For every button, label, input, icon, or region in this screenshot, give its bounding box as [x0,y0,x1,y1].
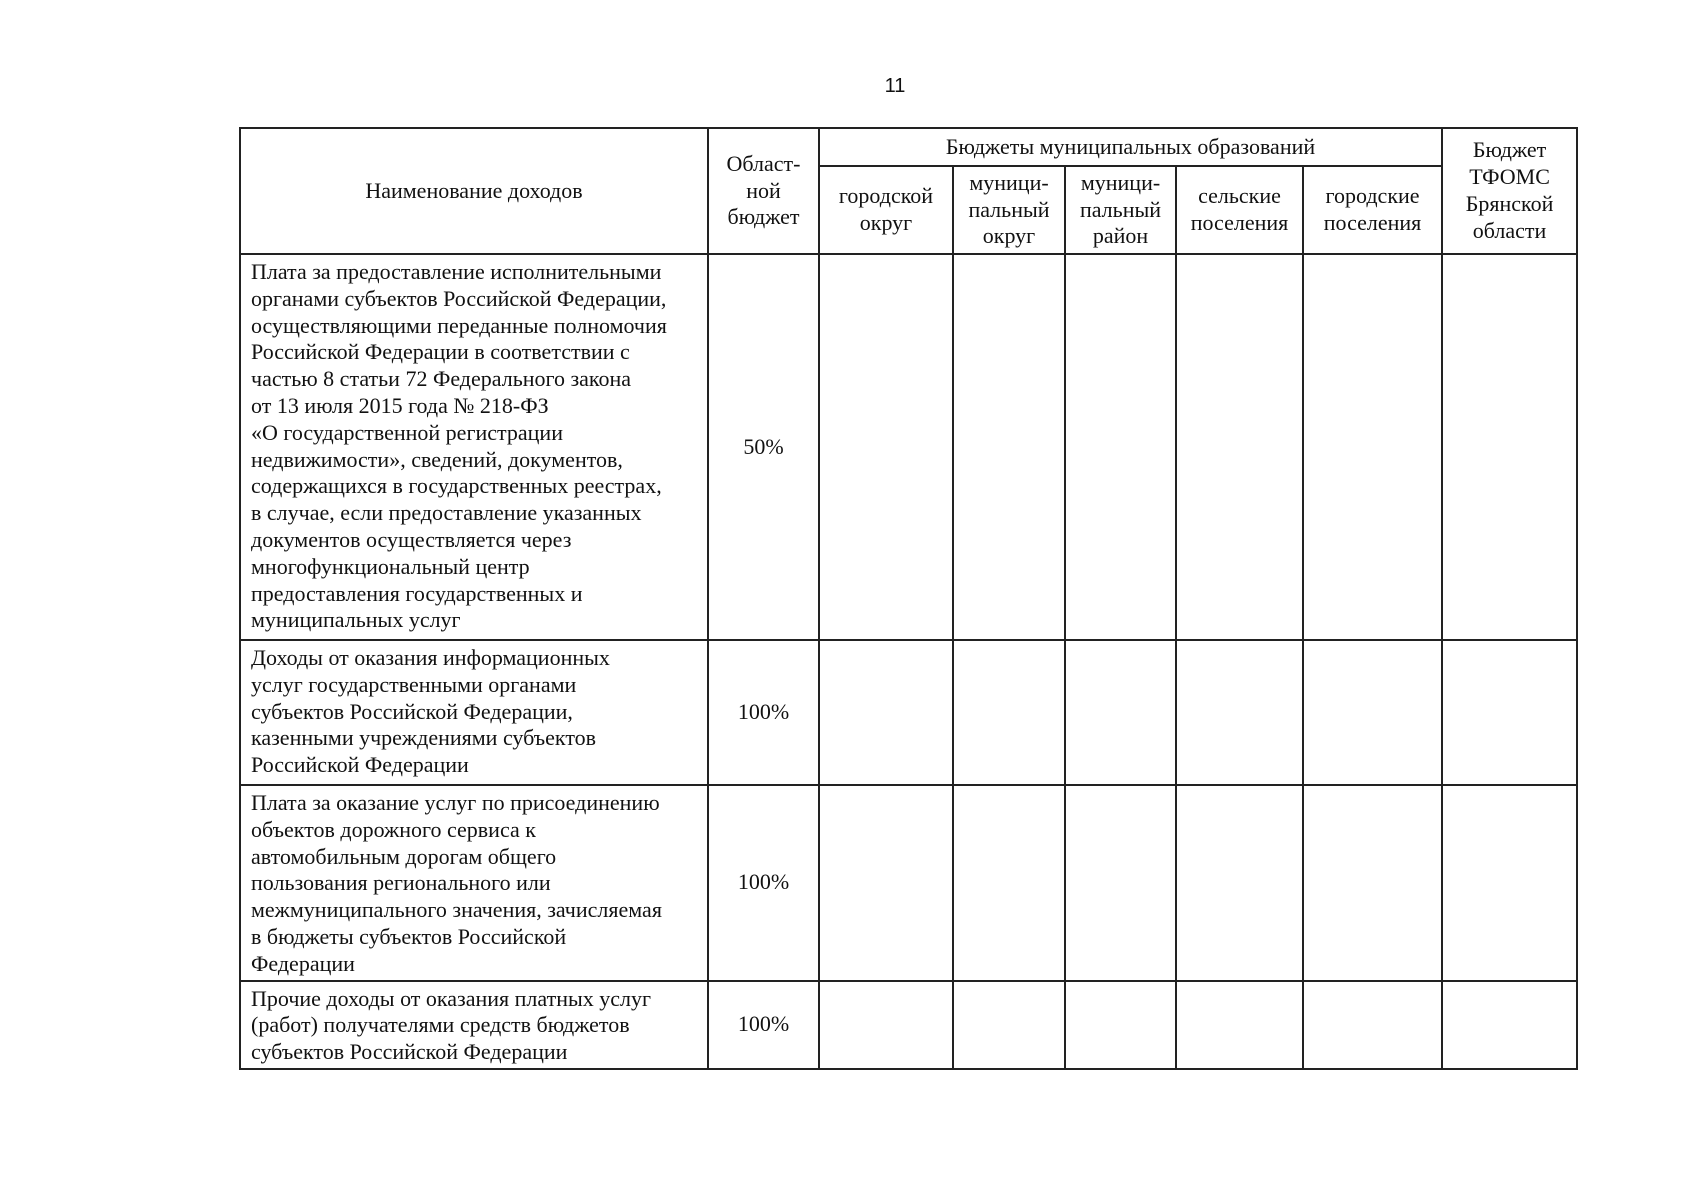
empty-cell [1065,640,1176,785]
empty-cell [953,254,1065,640]
text-line: частью 8 статьи 72 Федерального закона [251,366,632,392]
header-line: пальный [1079,196,1162,222]
regional-budget-share: 100% [708,640,819,785]
column-header-urban-settlements [1303,166,1442,254]
header-line: округ [859,210,913,235]
column-header-urban-district [819,166,953,254]
column-header-rural-settlements [1176,166,1303,254]
text-line: муниципальных услуг [251,607,461,633]
empty-cell [1065,785,1176,981]
text-line: Плата за оказание услуг по присоединению [251,790,660,815]
empty-cell [1442,785,1577,981]
text-line: Доходы от оказания информационных [251,645,610,670]
header-line: поселения [1323,210,1422,235]
table-row [240,785,1577,981]
header-line: ной [746,177,781,203]
header-line: ТФОМС [1469,164,1550,190]
empty-cell [953,981,1065,1069]
empty-cell [1176,254,1303,640]
empty-cell [1303,785,1442,981]
empty-cell [1442,254,1577,640]
text-line: субъектов Российской Федерации, [251,698,573,724]
column-group-municipal-budgets-label: Бюджеты муниципальных образований [945,133,1316,159]
revenue-distribution-table [239,127,1578,1070]
header-line: район [1092,223,1149,249]
header-line: бюджет [727,204,800,230]
empty-cell [1176,640,1303,785]
header-line: сельские [1198,183,1281,209]
text-line: объектов дорожного сервиса к [251,816,536,842]
regional-budget-share: 100% [708,981,819,1069]
header-line: Област- [726,150,801,176]
text-line: многофункциональный центр [251,553,530,579]
text-line: казенными учреждениями субъектов [251,725,597,751]
text-line: пользования регионального или [251,870,551,896]
header-line: городской [838,183,934,209]
page-number: 11 [884,75,906,97]
header-line: муници- [1080,169,1161,195]
text-line: содержащихся в государственных реестрах, [251,473,662,499]
text-line: Российской Федерации [251,752,469,778]
column-group-municipal-budgets [819,128,1442,166]
text-line: межмуниципального значения, зачисляемая [251,897,662,923]
text-line: Федерации [251,950,355,976]
empty-cell [1442,981,1577,1069]
text-line: документов осуществляется через [251,526,572,552]
text-line: автомобильным дорогам общего [251,843,557,869]
empty-cell [1176,785,1303,981]
revenue-name-cell [240,640,708,785]
text-line: «О государственной регистрации [251,419,563,445]
empty-cell [819,254,953,640]
text-line: осуществляющими переданные полномочия [251,312,667,338]
empty-cell [1303,254,1442,640]
text-line: в случае, если предоставление указанных [251,500,642,526]
empty-cell [1303,981,1442,1069]
empty-cell [953,640,1065,785]
empty-cell [1065,981,1176,1069]
text-line: субъектов Российской Федерации [251,1039,568,1065]
empty-cell [1303,640,1442,785]
column-header-municipal-district [953,166,1065,254]
empty-cell [819,981,953,1069]
revenue-name-cell [240,254,708,640]
revenue-name-cell [240,981,708,1069]
text-line: недвижимости», сведений, документов, [251,446,623,472]
header-line: поселения [1190,210,1289,235]
empty-cell [819,785,953,981]
empty-cell [953,785,1065,981]
text-line: от 13 июля 2015 года № 218-ФЗ [251,392,549,418]
header-line: пальный [968,196,1050,222]
text-line: Прочие доходы от оказания платных услуг [251,985,652,1011]
column-header-regional-budget [708,128,819,254]
table-row [240,640,1577,785]
revenue-name-cell [240,785,708,981]
text-line: Российской Федерации в соответствии с [251,339,630,365]
text-line: предоставления государственных и [251,580,583,606]
header-line: городские [1325,183,1420,209]
column-header-municipal-area [1065,166,1176,254]
column-header-tfoms-budget [1442,128,1577,254]
text-line: органами субъектов Российской Федерации, [251,285,667,311]
text-line: услуг государственными органами [251,671,577,697]
text-line: в бюджеты субъектов Российской [251,923,567,949]
empty-cell [819,640,953,785]
header-line: Бюджет [1472,137,1547,163]
table-row [240,254,1577,640]
table-row [240,981,1577,1069]
header-line: муници- [969,169,1049,195]
header-line: Брянской [1465,191,1554,216]
header-line: округ [982,223,1036,249]
column-header-revenue-name [240,128,708,254]
column-header-revenue-name-label: Наименование доходов [365,177,583,203]
text-line: Плата за предоставление исполнительными [251,259,662,284]
header-line: области [1472,217,1547,243]
header-row-top [240,128,1577,166]
regional-budget-share: 100% [708,785,819,981]
text-line: (работ) получателями средств бюджетов [251,1012,630,1038]
empty-cell [1065,254,1176,640]
empty-cell [1442,640,1577,785]
regional-budget-share: 50% [708,254,819,640]
empty-cell [1176,981,1303,1069]
